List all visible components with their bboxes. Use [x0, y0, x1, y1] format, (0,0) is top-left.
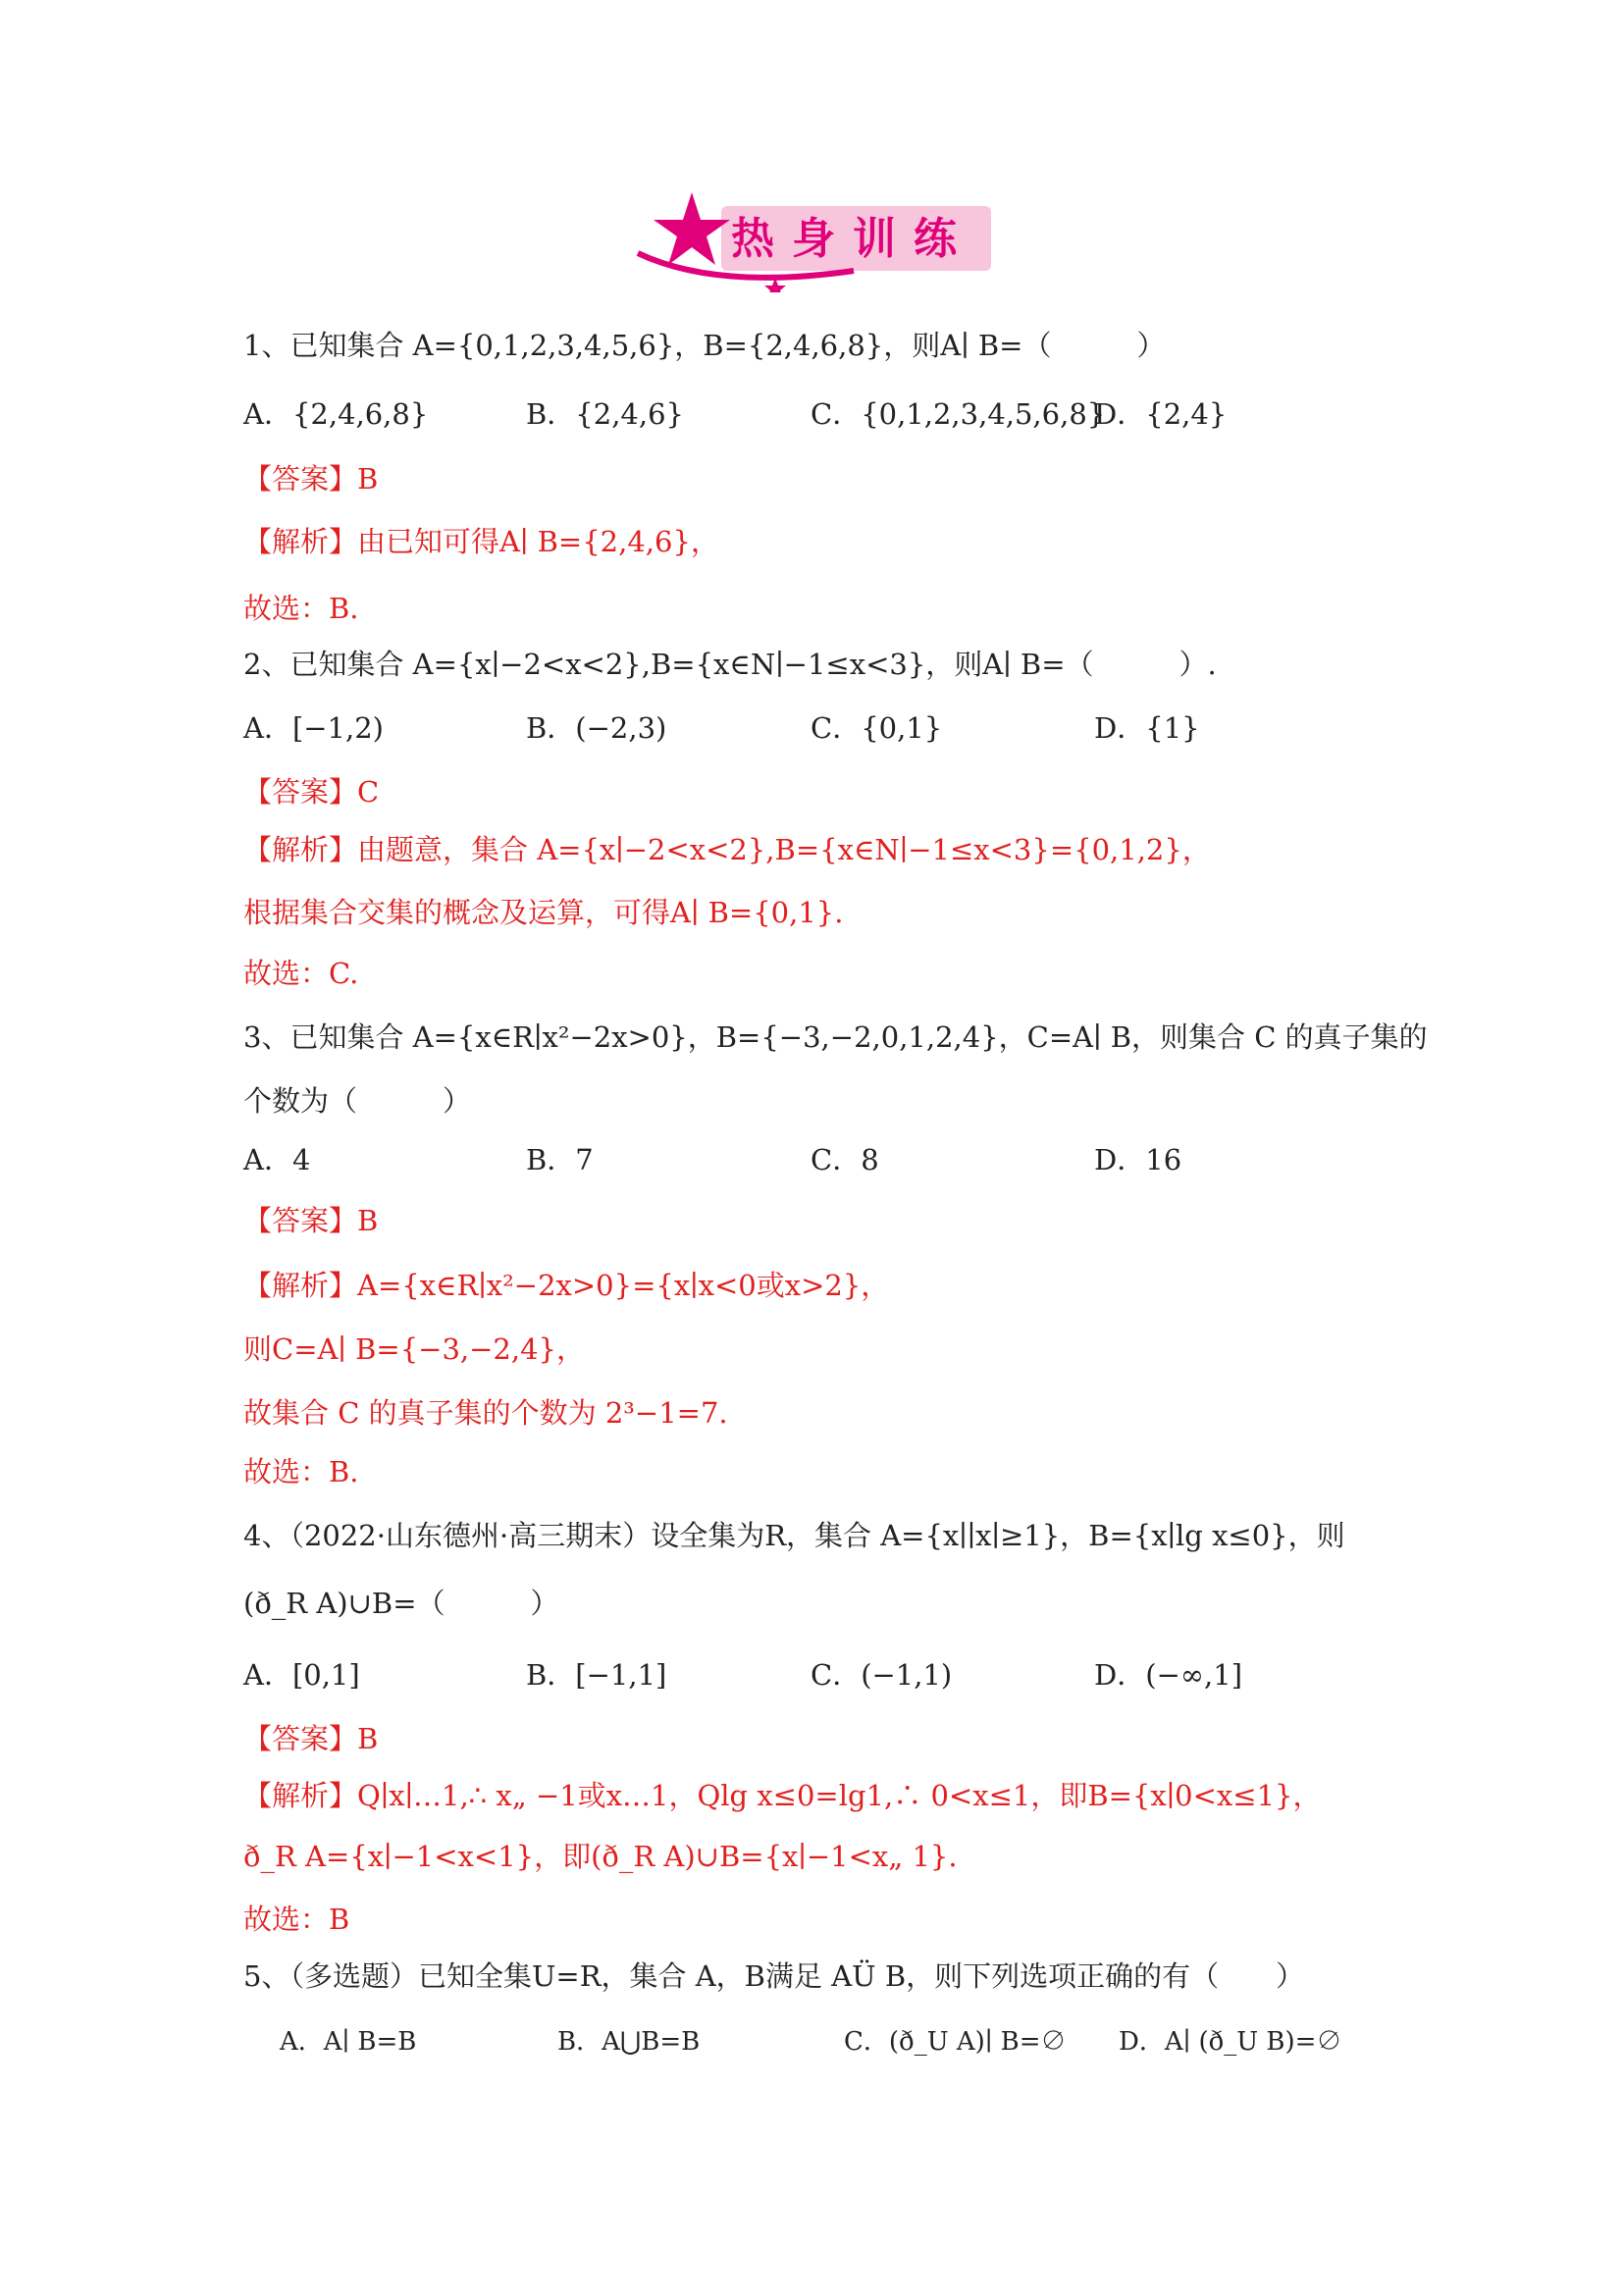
question-1-option-c: C．{0,1,2,3,4,5,6,8}: [811, 397, 1106, 431]
question-5-option-b: B．A⋃B=B: [557, 2027, 701, 2057]
question-2-analysis-2: 根据集合交集的概念及运算，可得A∣ B={0,1}.: [243, 896, 844, 929]
question-1-option-b: B．{2,4,6}: [526, 397, 685, 431]
question-4-option-b: B．[−1,1]: [526, 1658, 667, 1692]
question-3-analysis-1: 【解析】A={x∈R∣x²−2x>0}={x∣x<0或x>2}，: [243, 1269, 890, 1302]
question-3-option-b: B．7: [526, 1143, 594, 1176]
question-1-stem: 1、已知集合 A={0,1,2,3,4,5,6}，B={2,4,6,8}，则A∣ B=（ ）: [243, 329, 1166, 362]
question-5-stem: 5、（多选题）已知全集U=R，集合 A，B满足 AÜ B，则下列选项正确的有（ ）: [243, 1959, 1305, 1993]
question-3-analysis-2: 则C=A∣ B={−3,−2,4}，: [243, 1332, 585, 1366]
question-5-option-d: D．A∣ (ð_U B)=∅: [1119, 2027, 1342, 2057]
question-2-choose: 故选：C.: [243, 957, 359, 990]
question-3-stem-2: 个数为（ ）: [243, 1084, 472, 1118]
section-banner: [628, 184, 1001, 292]
question-2-option-c: C．{0,1}: [811, 711, 943, 745]
question-5-option-a: A．A∣ B=B: [280, 2027, 417, 2057]
question-5-option-c: C．(ð_U A)∣ B=∅: [844, 2027, 1067, 2057]
question-2-option-a: A．[−1,2): [243, 711, 384, 745]
question-3-stem-1: 3、已知集合 A={x∈R∣x²−2x>0}，B={−3,−2,0,1,2,4}，C=A∣ B，则集合 C 的真子集的: [243, 1020, 1428, 1054]
question-4-analysis-2: ð_R A={x∣−1<x<1}，即(ð_R A)∪B={x∣−1<x„ 1}.: [243, 1840, 958, 1873]
question-3-answer: 【答案】B: [243, 1204, 379, 1237]
banner-title: 热身训练: [731, 214, 974, 264]
question-1-answer: 【答案】B: [243, 462, 379, 496]
question-4-answer: 【答案】B: [243, 1722, 379, 1755]
question-2-option-b: B．(−2,3): [526, 711, 667, 745]
question-2-stem: 2、已知集合 A={x∣−2<x<2},B={x∈N∣−1≤x<3}，则A∣ B=（ ）.: [243, 648, 1217, 681]
question-4-choose: 故选：B: [243, 1903, 350, 1936]
question-1-option-a: A．{2,4,6,8}: [243, 397, 429, 431]
question-3-option-d: D．16: [1094, 1143, 1182, 1176]
question-3-choose: 故选：B.: [243, 1455, 359, 1488]
question-1-choose: 故选：B.: [243, 592, 359, 625]
question-1-option-d: D．{2,4}: [1094, 397, 1228, 431]
question-4-analysis-1: 【解析】Q∣x∣…1,∴ x„ −1或x…1，Qlg x≤0=lg1,∴ 0<x≤1，即B={x∣0<x≤1}，: [243, 1779, 1322, 1812]
question-4-stem-1: 4、（2022·山东德州·高三期末）设全集为R，集合 A={x∣∣x∣≥1}，B={x∣lg x≤0}，则: [243, 1519, 1345, 1552]
question-2-option-d: D．{1}: [1094, 711, 1200, 745]
question-3-option-c: C．8: [811, 1143, 879, 1176]
question-2-analysis-1: 【解析】由题意，集合 A={x∣−2<x<2},B={x∈N∣−1≤x<3}={0,1,2}，: [243, 833, 1211, 866]
question-1-analysis: 【解析】由已知可得A∣ B={2,4,6}，: [243, 525, 719, 558]
question-2-answer: 【答案】C: [243, 775, 380, 809]
question-3-option-a: A．4: [243, 1143, 311, 1176]
question-4-option-c: C．(−1,1): [811, 1658, 953, 1692]
question-4-option-a: A．[0,1]: [243, 1658, 360, 1692]
question-3-analysis-3: 故集合 C 的真子集的个数为 2³−1=7.: [243, 1396, 728, 1430]
question-4-stem-2: (ð_R A)∪B=（ ）: [243, 1587, 559, 1620]
question-4-option-d: D．(−∞,1]: [1094, 1658, 1243, 1692]
